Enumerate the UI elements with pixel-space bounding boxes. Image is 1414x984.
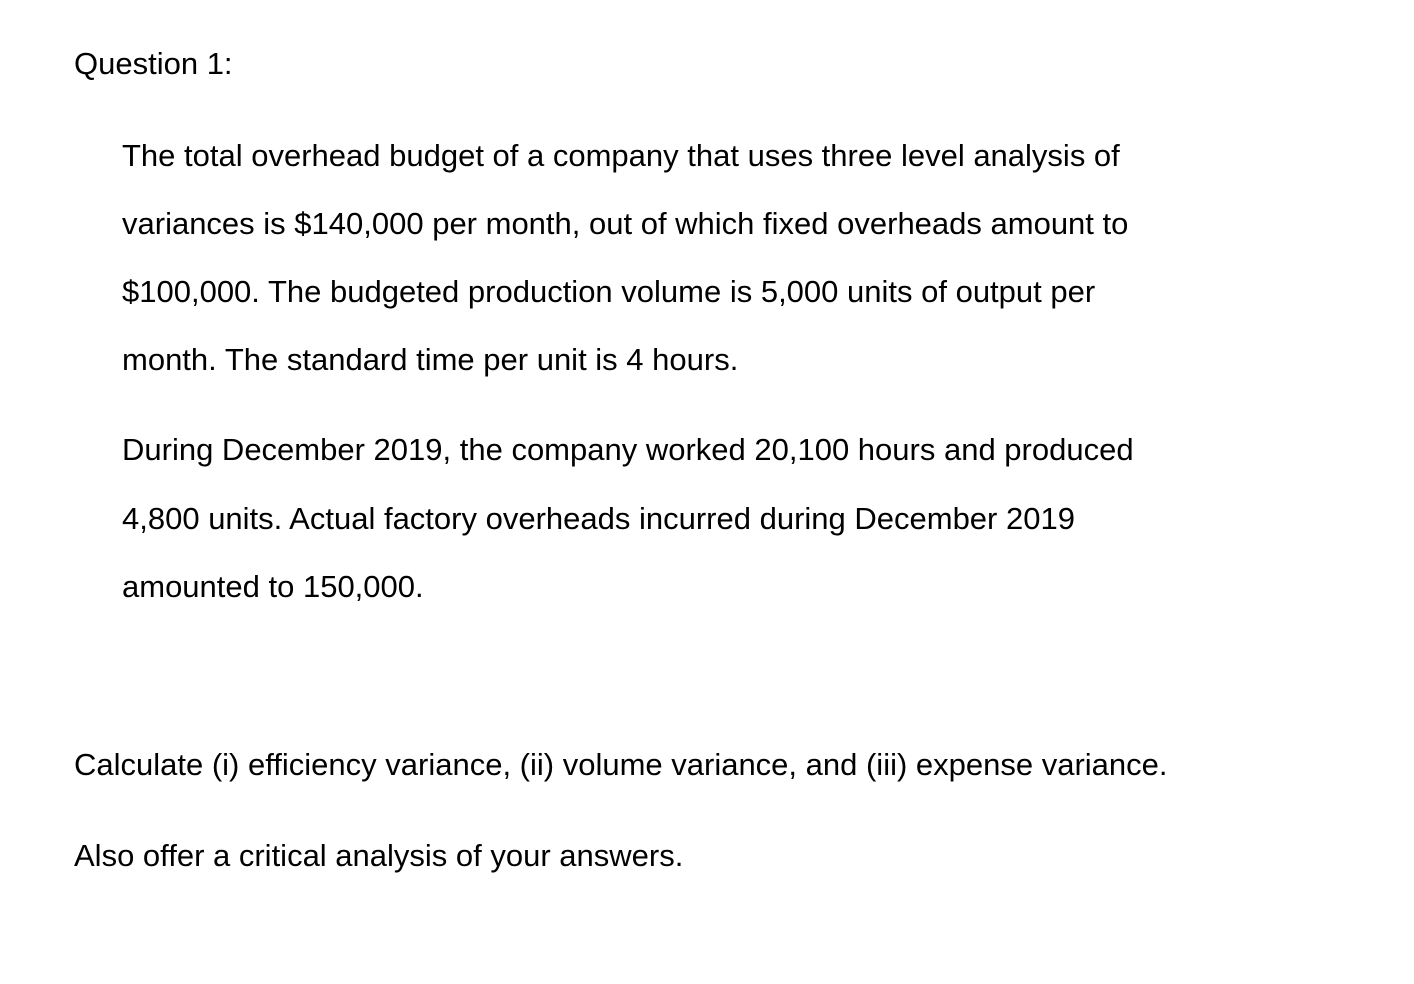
- paragraph-line: amounted to 150,000.: [122, 569, 424, 604]
- paragraph-line: During December 2019, the company worked 20,100 hours and produced: [122, 432, 1134, 467]
- paragraph-line: variances is $140,000 per month, out of which fixed overheads amount to: [122, 206, 1129, 241]
- paragraph-line: The total overhead budget of a company that uses three level analysis of: [122, 138, 1120, 173]
- analysis-instruction: Also offer a critical analysis of your answers.: [74, 838, 684, 873]
- calculate-instruction: Calculate (i) efficiency variance, (ii) volume variance, and (iii) expense variance.: [74, 747, 1168, 782]
- paragraph-line: $100,000. The budgeted production volume is 5,000 units of output per: [122, 274, 1096, 309]
- question-heading: Question 1:: [74, 46, 233, 81]
- paragraph-line: month. The standard time per unit is 4 hours.: [122, 342, 739, 377]
- paragraph-line: 4,800 units. Actual factory overheads incurred during December 2019: [122, 501, 1075, 536]
